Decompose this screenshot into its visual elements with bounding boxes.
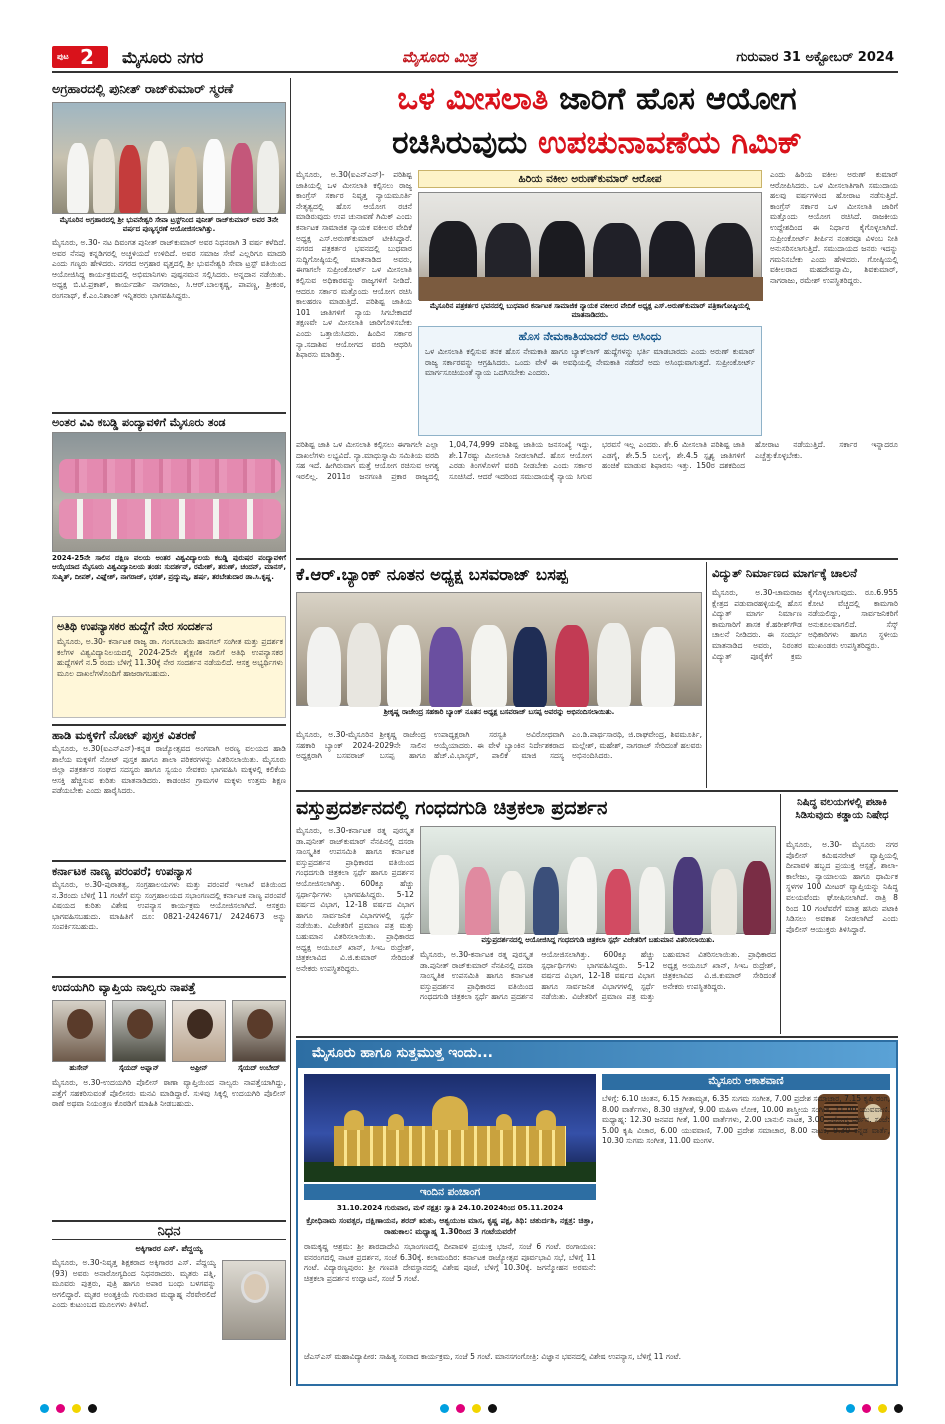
missing-name-2: ಸೈಯದ್ ಅಫ್ನಾನ್ xyxy=(118,1064,160,1072)
krbank-headline: ಕೆ.ಆರ್.ಬ್ಯಾಂಕ್ ನೂತನ ಅಧ್ಯಕ್ಷ ಬಸವರಾಜ್ ಬಸಪ್ಪ xyxy=(296,565,568,584)
coin-headline: ಕರ್ನಾಟಕ ನಾಣ್ಯ ಪರಂಪರೆ; ಉಪನ್ಯಾಸ xyxy=(52,860,286,878)
registration-marks-right xyxy=(846,1404,916,1416)
page-number-badge xyxy=(52,46,108,68)
lead-headline-block xyxy=(296,78,898,164)
team-photo xyxy=(52,432,286,552)
column-rule-left xyxy=(290,78,291,1386)
section-name: ಮೈಸೂರು ನಗರ xyxy=(122,48,204,67)
coin-article: ಮೈಸೂರು, ಅ.30-ಪುರಾತತ್ವ, ಸಂಗ್ರಹಾಲಯಗಳು ಮತ್ತು ಪರಂಪರೆ ಇಲಾಖೆ ವತಿಯಿಂದ ನ.3ರಂದು ಬೆಳಿಗ್ಗೆ 11 ಗಂಟೆಗೆ ವಸ್ತು ಸಂಗ್ರಹಾಲಯದ ಸಭಾಂಗಣದಲ್ಲಿ ಕರ್ನಾಟಕ ನಾಣ್ಯ ಪರಂಪರೆ ವಿಷಯದ ಕುರಿತು ವಿಶೇಷ ಉಪನ್ಯಾಸ ಕಾರ್ಯಕ್ರಮ ಆಯೋಜಿಸಲಾಗಿದೆ. ಆಸಕ್ತರು ಭಾಗವಹಿಸಬಹುದು. ಮಾಹಿತಿಗೆ ದೂ: 0821-2424671/ 2424673 ಅನ್ನು ಸಂಪರ್ಕಿಸಬಹುದು. xyxy=(52,880,286,932)
page-number: 2 xyxy=(80,45,94,69)
palace-illustration xyxy=(304,1074,596,1182)
obituary-article: ಮೈಸೂರು, ಅ.30-ನಿವೃತ್ತ ಶಿಕ್ಷಕರಾದ ಅಕ್ಕಿಗಾರರ ಎಸ್. ಪೆದ್ದಯ್ಯ (93) ಅವರು ಅನಾರೋಗ್ಯದಿಂದ ನಿಧನರಾದರು. ಮೃತರು ಪತ್ನಿ, ಮೂವರು ಪುತ್ರರು, ಪುತ್ರಿ ಹಾಗೂ ಅಪಾರ ಬಂಧು ಬಳಗವನ್ನು ಅಗಲಿದ್ದಾರೆ. ಮೃತರ ಅಂತ್ಯಕ್ರಿಯೆ ಗುರುವಾರ ಮಧ್ಯಾಹ್ನ ನೆರವೇರಲಿದೆ ಎಂದು ಕುಟುಂಬದ ಮೂಲಗಳು ತಿಳಿಸಿವೆ. xyxy=(52,1258,216,1310)
obituary-headline: ನಿಧನ xyxy=(52,1220,286,1240)
lead-headline-line-2 xyxy=(296,122,898,164)
vastu-article-bottom: ಮೈಸೂರು, ಅ.30-ಕರ್ನಾಟಕ ರತ್ನ ಪುರಸ್ಕೃತ ಡಾ.ಪುನೀತ್ ರಾಜ್‌ಕುಮಾರ್ ನೆನಪಿನಲ್ಲಿ ದಸರಾ ಸಾಂಸ್ಕೃತಿಕ ಉಪಸಮಿತಿ ಹಾಗೂ ಕರ್ನಾಟಕ ವಸ್ತುಪ್ರದರ್ಶನ ಪ್ರಾಧಿಕಾರದ ವತಿಯಿಂದ ಗಂಧದಗುಡಿ ಚಿತ್ರಕಲಾ ಸ್ಪರ್ಧೆ ಹಾಗೂ ಪ್ರದರ್ಶನ ಆಯೋಜಿಸಲಾಗಿತ್ತು. 600ಕ್ಕೂ ಹೆಚ್ಚು ಸ್ಪರ್ಧಾರ್ಥಿಗಳು ಭಾಗವಹಿಸಿದ್ದರು. 5-12 ವರ್ಷದ ವಿಭಾಗ, 12-18 ವರ್ಷದ ವಿಭಾಗ ಹಾಗೂ ಸಾರ್ವಜನಿಕ ವಿಭಾಗಗಳಲ್ಲಿ ಸ್ಪರ್ಧೆ ನಡೆಯಿತು. ವಿಜೇತರಿಗೆ ಪ್ರಮಾಣ ಪತ್ರ ಮತ್ತು ಬಹುಮಾನ ವಿತರಿಸಲಾಯಿತು. ಪ್ರಾಧಿಕಾರದ ಅಧ್ಯಕ್ಷ ಅಯೂಬ್ ಖಾನ್, ಸಿಇಒ ರುದ್ರೇಶ್, ಚಿತ್ರಕಲಾವಿದ ವಿ.ಜಿ.ಕುಮಾರ್ ಸೇರಿದಂತೆ ಅನೇಕರು ಉಪಸ್ಥಿತರಿದ್ದರು. xyxy=(420,950,776,1002)
lead-headline-red-1: ಒಳ ಮೀಸಲಾತಿ xyxy=(397,81,549,117)
radio-title: ಮೈಸೂರು ಆಕಾಶವಾಣಿ xyxy=(708,1075,784,1087)
missing-headline: ಉದಯಗಿರಿ ವ್ಯಾಪ್ತಿಯ ನಾಲ್ವರು ನಾಪತ್ತೆ xyxy=(52,976,286,994)
krbank-caption: ಶ್ರೀಕೃಷ್ಣ ರಾಜೇಂದ್ರ ಸಹಕಾರಿ ಬ್ಯಾಂಕ್ ನೂತನ ಅಧ್ಯಕ್ಷ ಬಸವರಾಜ್ ಬಸಪ್ಪ ಅವರನ್ನು ಅಭಿನಂದಿಸಲಾಯಿತು. xyxy=(383,708,615,716)
lead-sub-headline: ಹೊಸ ನೇಮಕಾತಿಯಾದರೆ ಅದು ಅಸಿಂಧು xyxy=(518,330,662,343)
column-rule-right xyxy=(706,562,707,788)
missing-photo-1 xyxy=(52,1000,106,1062)
page-label: ಪುಟ xyxy=(57,52,69,61)
obituary-photo xyxy=(222,1260,286,1340)
missing-name-4: ಸೈಯದ್ ಉಬೇದ್ xyxy=(238,1064,280,1072)
paper-name: ಮೈಸೂರು ಮಿತ್ರ xyxy=(402,48,477,66)
guest-headline: ಅತಿಥಿ ಉಪನ್ಯಾಸಕರ ಹುದ್ದೆಗೆ ನೇರ ಸಂದರ್ಶನ xyxy=(57,620,213,633)
team-caption: 2024-25ನೇ ಸಾಲಿನ ದಕ್ಷಿಣ ವಲಯ ಅಂತರ ವಿಶ್ವವಿದ್ಯಾಲಯ ಕಬಡ್ಡಿ ಪುರುಷರ ಪಂದ್ಯಾವಳಿಗೆ ಆಯ್ಕೆಯಾದ ಮೈಸೂರು ವಿಶ್ವವಿದ್ಯಾನಿಲಯ ತಂಡ: ಸುದರ್ಶನ್, ರಮೇಶ್, ತರುಣ್, ಚಂದನ್, ಮಾನಸ್, ಸುಷ್ಮಿತ್, ದೀಪಕ್, ವಿಘ್ನೇಶ್, ನಾಗರಾಜ್, ಭರತ್, ಪ್ರದ್ಯುಮ್ನ, ಹರ್ಷ, ತರಬೇತುದಾರ ಡಾ.ಸಿ.ಕೃಷ್ಣ. xyxy=(52,554,286,581)
lead-sub-box xyxy=(418,326,762,436)
puneeth-headline: ಅಗ್ರಹಾರದಲ್ಲಿ ಪುನೀತ್ ರಾಜ್‌ಕುಮಾರ್ ಸ್ಮರಣೆ xyxy=(52,81,234,96)
hadi-article: ಮೈಸೂರು, ಅ.30(ಐಎನ್‌ಎನ್)-ಕನ್ನಡ ರಾಜ್ಯೋತ್ಸವದ ಅಂಗವಾಗಿ ಅರಣ್ಯ ವಲಯದ ಹಾಡಿ ಶಾಲೆಯ ಮಕ್ಕಳಿಗೆ ನೋಟ್ ಪುಸ್ತಕ ಹಾಗೂ ಶಾಲಾ ಪರಿಕರಗಳನ್ನು ವಿತರಿಸಲಾಯಿತು. ಮೈಸೂರು ಜಿಲ್ಲಾ ಪತ್ರಕರ್ತರ ಸಂಘದ ಸದಸ್ಯರು ಹಾಗೂ ಸ್ವಯಂ ಸೇವಕರು ಭಾಗವಹಿಸಿ ಮಕ್ಕಳಲ್ಲಿ ಕಲಿಕೆಯ ಆಸಕ್ತಿ ಹೆಚ್ಚಿಸುವ ಕುರಿತು ಮಾತನಾಡಿದರು. ಕಾಡಂಚಿನ ಗ್ರಾಮಗಳ ಮಕ್ಕಳು ಉತ್ತಮ ಶಿಕ್ಷಣ ಪಡೆಯಬೇಕು ಎಂದು ಹಾರೈಸಿದರು. xyxy=(52,744,286,796)
today-header: ಮೈಸೂರು ಹಾಗೂ ಸುತ್ತಮುತ್ತ ಇಂದು... xyxy=(312,1045,493,1061)
missing-photo-2 xyxy=(112,1000,166,1062)
missing-name-3: ಅಫ್ರೀನ್ xyxy=(190,1064,208,1072)
guest-article: ಮೈಸೂರು, ಅ.30- ಕರ್ನಾಟಕ ರಾಜ್ಯ ಡಾ. ಗಂಗೂಬಾಯಿ ಹಾನಗಲ್ ಸಂಗೀತ ಮತ್ತು ಪ್ರದರ್ಶಕ ಕಲೆಗಳ ವಿಶ್ವವಿದ್ಯಾನಿಲಯದಲ್ಲಿ 2024-25ನೇ ಶೈಕ್ಷಣಿಕ ಸಾಲಿಗೆ ಅತಿಥಿ ಉಪನ್ಯಾಸಕರ ಹುದ್ದೆಗಳಿಗೆ ನ.5 ರಂದು ಬೆಳಿಗ್ಗೆ 11.30ಕ್ಕೆ ನೇರ ಸಂದರ್ಶನ ನಡೆಯಲಿದೆ. ಆಸಕ್ತ ಅಭ್ಯರ್ಥಿಗಳು ಮೂಲ ದಾಖಲೆಗಳೊಂದಿಗೆ ಹಾಜರಾಗಬಹುದು. xyxy=(57,637,283,678)
missing-photo-4 xyxy=(232,1000,286,1062)
puneeth-caption: ಮೈಸೂರಿನ ಅಗ್ರಹಾರದಲ್ಲಿ ಶ್ರೀ ಭುವನೇಶ್ವರಿ ಸೇವಾ ಟ್ರಸ್ಟ್‌ನಿಂದ ಪುನೀತ್ ರಾಜ್‌ಕುಮಾರ್ ಅವರ 3ನೇ ವರ್ಷದ ಪುಣ್ಯಸ್ಮರಣೆ ಆಯೋಜಿಸಲಾಗಿತ್ತು. xyxy=(59,216,279,234)
lead-headline-black-1: ಜಾರಿಗೆ ಹೊಸ ಆಯೋಗ xyxy=(559,81,797,117)
radio-title-bar xyxy=(602,1074,890,1090)
masthead-rule xyxy=(52,71,898,73)
puneeth-photo xyxy=(52,102,286,214)
lead-headline-black-2: ರಚಿಸಿರುವುದು xyxy=(392,125,528,161)
left-column xyxy=(52,78,286,1386)
guest-box xyxy=(52,616,286,718)
panchanga-text: ಕ್ರೋಧಿನಾಮ ಸಂವತ್ಸರ, ದಕ್ಷಿಣಾಯನ, ಶರದ್ ಋತು, ಆಶ್ವಯುಜ ಮಾಸ, ಕೃಷ್ಣ ಪಕ್ಷ, ತಿಥಿ: ಚತುರ್ದಶಿ, ನಕ್ಷತ್ರ: ಚಿತ್ತಾ, ರಾಹುಕಾಲ: ಮಧ್ಯಾಹ್ನ 1.30ರಿಂದ 3 ಗಂಟೆಯವರೆಗೆ xyxy=(306,1216,594,1236)
today-bottom-text: ಜೆಎಸ್‌ಎಸ್ ಮಹಾವಿದ್ಯಾಪೀಠ: ಸಾಹಿತ್ಯ ಸಂವಾದ ಕಾರ್ಯಕ್ರಮ, ಸಂಜೆ 5 ಗಂಟೆ. ಮಾನಸಗಂಗೋತ್ರಿ: ವಿಜ್ಞಾನ ಭವನದಲ್ಲಿ ವಿಶೇಷ ಉಪನ್ಯಾಸ, ಬೆಳಿಗ್ಗೆ 11 ಗಂಟೆ. xyxy=(304,1352,682,1361)
missing-name-1: ಹುಸೇನ್ xyxy=(69,1064,89,1072)
team-headline: ಅಂತರ ವಿವಿ ಕಬಡ್ಡಿ ಪಂದ್ಯಾವಳಿಗೆ ಮೈಸೂರು ತಂಡ xyxy=(52,412,286,430)
obituary-title: ಅಕ್ಕಿಗಾರರ ಎಸ್. ಪೆದ್ದಯ್ಯ xyxy=(135,1244,203,1253)
vastu-bottom-rule xyxy=(296,1036,898,1038)
vastu-article-left: ಮೈಸೂರು, ಅ.30-ಕರ್ನಾಟಕ ರತ್ನ ಪುರಸ್ಕೃತ ಡಾ.ಪುನೀತ್ ರಾಜ್‌ಕುಮಾರ್ ನೆನಪಿನಲ್ಲಿ ದಸರಾ ಸಾಂಸ್ಕೃತಿಕ ಉಪಸಮಿತಿ ಹಾಗೂ ಕರ್ನಾಟಕ ವಸ್ತುಪ್ರದರ್ಶನ ಪ್ರಾಧಿಕಾರದ ವತಿಯಿಂದ ಗಂಧದಗುಡಿ ಚಿತ್ರಕಲಾ ಸ್ಪರ್ಧೆ ಹಾಗೂ ಪ್ರದರ್ಶನ ಆಯೋಜಿಸಲಾಗಿತ್ತು. 600ಕ್ಕೂ ಹೆಚ್ಚು ಸ್ಪರ್ಧಾರ್ಥಿಗಳು ಭಾಗವಹಿಸಿದ್ದರು. 5-12 ವರ್ಷದ ವಿಭಾಗ, 12-18 ವರ್ಷದ ವಿಭಾಗ ಹಾಗೂ ಸಾರ್ವಜನಿಕ ವಿಭಾಗಗಳಲ್ಲಿ ಸ್ಪರ್ಧೆ ನಡೆಯಿತು. ವಿಜೇತರಿಗೆ ಪ್ರಮಾಣ ಪತ್ರ ಮತ್ತು ಬಹುಮಾನ ವಿತರಿಸಲಾಯಿತು. ಪ್ರಾಧಿಕಾರದ ಅಧ್ಯಕ್ಷ ಅಯೂಬ್ ಖಾನ್, ಸಿಇಒ ರುದ್ರೇಶ್, ಚಿತ್ರಕಲಾವಿದ ವಿ.ಜಿ.ಕುಮಾರ್ ಸೇರಿದಂತೆ ಅನೇಕರು ಉಪಸ್ಥಿತರಿದ್ದರು. xyxy=(296,826,414,973)
today-events: ರಾಮಕೃಷ್ಣ ಆಶ್ರಮ: ಶ್ರೀ ಶಾರದಾದೇವಿ ಸಭಾಂಗಣದಲ್ಲಿ ದೀಪಾವಳಿ ಪ್ರಯುಕ್ತ ಭಜನೆ, ಸಂಜೆ 6 ಗಂಟೆ. ರಂಗಾಯಣ: ವನರಂಗದಲ್ಲಿ ನಾಟಕ ಪ್ರದರ್ಶನ, ಸಂಜೆ 6.30ಕ್ಕೆ. ಕಲಾಮಂದಿರ: ಕರ್ನಾಟಕ ರಾಜ್ಯೋತ್ಸವ ಪೂರ್ವಭಾವಿ ಸಭೆ, ಬೆಳಿಗ್ಗೆ 11 ಗಂಟೆ. ವಿದ್ಯಾರಣ್ಯಪುರಂ: ಶ್ರೀ ಗಣಪತಿ ದೇವಸ್ಥಾನದಲ್ಲಿ ವಿಶೇಷ ಪೂಜೆ, ಬೆಳಿಗ್ಗೆ 10.30ಕ್ಕೆ. ಜಗನ್ಮೋಹನ ಅರಮನೆ: ಚಿತ್ರಕಲಾ ಪ್ರದರ್ಶನ ಉದ್ಘಾಟನೆ, ಸಂಜೆ 5 ಗಂಟೆ. xyxy=(304,1242,596,1283)
registration-marks-center xyxy=(440,1404,510,1416)
today-header-bar xyxy=(298,1042,896,1068)
lead-headline-line-1 xyxy=(296,78,898,120)
krbank-photo xyxy=(296,592,702,706)
today-box xyxy=(296,1040,898,1386)
vastu-headline: ವಸ್ತುಪ್ರದರ್ಶನದಲ್ಲಿ ಗಂಧದಗುಡಿ ಚಿತ್ರಕಲಾ ಪ್ರದರ್ಶನ xyxy=(296,797,608,819)
issue-date: ಗುರುವಾರ 31 ಅಕ್ಟೋಬರ್ 2024 xyxy=(736,50,894,65)
lead-headline-red-2: ಉಪಚುನಾವಣೆಯ ಗಿಮಿಕ್ xyxy=(538,125,802,161)
patake-rule xyxy=(780,794,781,1034)
krbank-article: ಮೈಸೂರು, ಅ.30-ಮೈಸೂರಿನ ಶ್ರೀಕೃಷ್ಣ ರಾಜೇಂದ್ರ ಸಹಕಾರಿ ಬ್ಯಾಂಕ್ 2024-2029ನೇ ಸಾಲಿನ ಅಧ್ಯಕ್ಷರಾಗಿ ಬಸವರಾಜ್ ಬಸಪ್ಪ ಹಾಗೂ ಉಪಾಧ್ಯಕ್ಷರಾಗಿ ಸರಸ್ವತಿ ಅವಿರೋಧವಾಗಿ ಆಯ್ಕೆಯಾದರು. ಈ ವೇಳೆ ಬ್ಯಾಂಕಿನ ನಿರ್ದೇಶಕರಾದ ಹೆಚ್.ವಿ.ಭಾಸ್ಕರ್, ಪಾಲಿಕೆ ಮಾಜಿ ಸದಸ್ಯ ಎಂ.ಡಿ.ಪಾರ್ಥಸಾರಥಿ, ಜಿ.ರಾಘವೇಂದ್ರ, ಶಿವಮೂರ್ತಿ, ಮಲ್ಲೇಶ್, ಮಹೇಶ್, ನಾಗರಾಜ್ ಸೇರಿದಂತೆ ಹಲವರು ಅಭಿನಂದಿಸಿದರು. xyxy=(296,730,702,761)
panchanga-dates: 31.10.2024 ಗುರುವಾರ, ಮಳೆ ನಕ್ಷತ್ರ: ಸ್ವಾತಿ 24.10.2024ರಿಂದ 05.11.2024 xyxy=(336,1203,564,1212)
lead-kicker: ಹಿರಿಯ ವಕೀಲ ಅರುಣ್‌ಕುಮಾರ್ ಆರೋಪ xyxy=(418,170,762,188)
lead-bottom-rule xyxy=(296,558,898,560)
puneeth-article: ಮೈಸೂರು, ಅ.30- ನಟ ದಿವಂಗತ ಪುನೀತ್ ರಾಜ್‌ಕುಮಾರ್ ಅವರ ನಿಧನರಾಗಿ 3 ವರ್ಷ ಕಳೆದಿದೆ. ಅವರ ನೆನಪು ಕನ್ನಡಿಗರಲ್ಲಿ ಅಚ್ಚಳಿಯದೆ ಉಳಿದಿದೆ. ಅವರ ಸಮಾಜ ಸೇವೆ ಎಲ್ಲರಿಗೂ ಮಾದರಿ ಎಂದು ಗಣ್ಯರು ಹೇಳಿದರು. ನಗರದ ಅಗ್ರಹಾರ ವೃತ್ತದಲ್ಲಿ ಶ್ರೀ ಭುವನೇಶ್ವರಿ ಸೇವಾ ಟ್ರಸ್ಟ್ ವತಿಯಿಂದ ಆಯೋಜಿಸಿದ್ದ ಕಾರ್ಯಕ್ರಮದಲ್ಲಿ ಅಭಿಮಾನಿಗಳು ಪುಷ್ಪನಮನ ಸಲ್ಲಿಸಿದರು. ಅನ್ನದಾನ ನಡೆಯಿತು. ಅಧ್ಯಕ್ಷ ಬಿ.ಟಿ.ಪ್ರಕಾಶ್, ಕಾರ್ಯದರ್ಶಿ ನಾಗರಾಜು, ಸಿ.ಆರ್.ಬಾಲಕೃಷ್ಣ, ಪಾಪಣ್ಣ, ಶ್ರೀಕಂಠ, ರಂಗನಾಥ್, ಕೆ.ಎಂ.ನಿಶಾಂತ್ ಇನ್ನಿತರರು ಭಾಗವಹಿಸಿದ್ದರು. xyxy=(52,238,286,300)
vidyut-headline: ವಿದ್ಯುತ್ ನಿರ್ಮಾಣದ ಮಾರ್ಗಕ್ಕೆ ಚಾಲನೆ xyxy=(712,566,857,580)
radio-schedule: ಬೆಳಿಗ್ಗೆ: 6.10 ಚಿಂತನ, 6.15 ಗೀತಾಮೃತ, 6.35 ಸುಗಮ ಸಂಗೀತ, 7.00 ಪ್ರದೇಶ ಸಮಾಚಾರ, 7.15 ಕೃಷಿ ರಂಗ, 8.00 ವಾರ್ತೆಗಳು, 8.30 ಚಿತ್ರಗೀತೆ, 9.00 ಮಹಿಳಾ ಲೋಕ, 10.00 ಶಾಸ್ತ್ರೀಯ ಸಂಗೀತ, 11.00 ಯುವವಾಣಿ. ಮಧ್ಯಾಹ್ನ: 12.30 ಜನಪದ ಗೀತೆ, 1.00 ವಾರ್ತೆಗಳು, 2.00 ಬಾನುಲಿ ನಾಟಕ, 3.00 ಆರೋಗ್ಯ ದರ್ಶನ. ಸಂಜೆ: 5.00 ಕೃಷಿ ವಿಚಾರ, 6.00 ಯುವವಾಣಿ, 7.00 ಪ್ರದೇಶ ಸಮಾಚಾರ, 8.00 ನಾಟಕ, 9.30 ಕನ್ನಡ ವಾರ್ತೆ, 10.30 ಸುಗಮ ಸಂಗೀತ, 11.00 ಮಂಗಳ. xyxy=(602,1094,890,1146)
hadi-headline: ಹಾಡಿ ಮಕ್ಕಳಿಗೆ ನೋಟ್ ಪುಸ್ತಕ ವಿತರಣೆ xyxy=(52,724,286,742)
missing-article: ಮೈಸೂರು, ಅ.30-ಉದಯಗಿರಿ ಪೊಲೀಸ್ ಠಾಣಾ ವ್ಯಾಪ್ತಿಯಿಂದ ನಾಲ್ವರು ನಾಪತ್ತೆಯಾಗಿದ್ದು, ಪತ್ತೆಗೆ ಸಹಕರಿಸುವಂತೆ ಪೊಲೀಸರು ಮನವಿ ಮಾಡಿದ್ದಾರೆ. ಸುಳಿವು ಸಿಕ್ಕಲ್ಲಿ ಉದಯಗಿರಿ ಪೊಲೀಸ್ ಠಾಣೆ ಅಥವಾ ನಿಯಂತ್ರಣ ಕೊಠಡಿಗೆ ಮಾಹಿತಿ ನೀಡಬಹುದು. xyxy=(52,1078,286,1109)
registration-marks-left xyxy=(40,1404,130,1416)
lead-article-left: ಮೈಸೂರು, ಅ.30(ಐಎನ್‌ಎನ್)- ಪರಿಶಿಷ್ಟ ಜಾತಿಯಲ್ಲಿ ಒಳ ಮೀಸಲಾತಿ ಕಲ್ಪಿಸಲು ರಾಜ್ಯ ಕಾಂಗ್ರೆಸ್ ಸರ್ಕಾರ ನಿವೃತ್ತ ನ್ಯಾಯಮೂರ್ತಿ ನೇತೃತ್ವದಲ್ಲಿ ಹೊಸ ಆಯೋಗ ರಚನೆ ಮಾಡಿರುವುದು ಉಪ ಚುನಾವಣೆ ಗಿಮಿಕ್ ಎಂದು ಕರ್ನಾಟಕ ಸಾಮಾಜಿಕ ನ್ಯಾಯಕ ವಕೀಲರ ವೇದಿಕೆ ಅಧ್ಯಕ್ಷ ಎಸ್.ಅರುಣ್‌ಕುಮಾರ್ ಟೀಕಿಸಿದ್ದಾರೆ. ನಗರದ ಪತ್ರಕರ್ತರ ಭವನದಲ್ಲಿ ಬುಧವಾರ ಸುದ್ದಿಗೋಷ್ಠಿಯಲ್ಲಿ ಮಾತನಾಡಿದ ಅವರು, ಈಗಾಗಲೇ ಸುಪ್ರೀಂಕೋರ್ಟ್ ಒಳ ಮೀಸಲಾತಿ ಕಲ್ಪಿಸುವ ಅಧಿಕಾರವನ್ನು ರಾಜ್ಯಗಳಿಗೆ ನೀಡಿದೆ. ಆದರೂ ಸರ್ಕಾರ ಮತ್ತೊಂದು ಆಯೋಗ ರಚಿಸಿ ಕಾಲಹರಣ ಮಾಡುತ್ತಿದೆ. ಪರಿಶಿಷ್ಟ ಜಾತಿಯ 101 ಜಾತಿಗಳಿಗೆ ನ್ಯಾಯ ಸಿಗಬೇಕಾದರೆ ತಕ್ಷಣವೇ ಒಳ ಮೀಸಲಾತಿ ಜಾರಿಗೊಳಿಸಬೇಕು ಎಂದು ಒತ್ತಾಯಿಸಿದರು. ಹಿಂದಿನ ಸರ್ಕಾರ ನ್ಯಾ.ಸದಾಶಿವ ಆಯೋಗದ ವರದಿ ಆಧರಿಸಿ ಶಿಫಾರಸು ಮಾಡಿತ್ತು. xyxy=(296,170,412,360)
patake-article: ಮೈಸೂರು, ಅ.30- ಮೈಸೂರು ನಗರ ಪೊಲೀಸ್ ಕಮಿಷನರೇಟ್ ವ್ಯಾಪ್ತಿಯಲ್ಲಿ ದೀಪಾವಳಿ ಹಬ್ಬದ ಪ್ರಯುಕ್ತ ಆಸ್ಪತ್ರೆ, ಶಾಲಾ-ಕಾಲೇಜು, ನ್ಯಾಯಾಲಯ ಹಾಗೂ ಧಾರ್ಮಿಕ ಸ್ಥಳಗಳ 100 ಮೀಟರ್ ವ್ಯಾಪ್ತಿಯನ್ನು ನಿಷಿದ್ಧ ವಲಯವೆಂದು ಘೋಷಿಸಲಾಗಿದೆ. ರಾತ್ರಿ 8 ರಿಂದ 10 ಗಂಟೆವರೆಗೆ ಮಾತ್ರ ಹಸಿರು ಪಟಾಕಿ ಸಿಡಿಸಲು ಅವಕಾಶ ನೀಡಲಾಗಿದೆ ಎಂದು ಪೊಲೀಸ್ ಆಯುಕ್ತರು ತಿಳಿಸಿದ್ದಾರೆ. xyxy=(786,840,898,934)
masthead xyxy=(52,44,898,72)
lead-article-right: ಎಂದು ಹಿರಿಯ ವಕೀಲ ಅರುಣ್ ಕುಮಾರ್ ಆರೋಪಿಸಿದರು. ಒಳ ಮೀಸಲಾತಿಗಾಗಿ ಸಮುದಾಯ ಹಲವು ವರ್ಷಗಳಿಂದ ಹೋರಾಟ ನಡೆಸುತ್ತಿದೆ. ಕಾಂಗ್ರೆಸ್ ಸರ್ಕಾರ ಒಳ ಮೀಸಲಾತಿ ಜಾರಿಗೆ ಮತ್ತೊಂದು ಆಯೋಗ ರಚಿಸಿದೆ. ರಾಜಕೀಯ ಉದ್ದೇಶದಿಂದ ಈ ನಿರ್ಧಾರ ಕೈಗೊಳ್ಳಲಾಗಿದೆ. ಸುಪ್ರೀಂಕೋರ್ಟ್ ತೀರ್ಪಿನ ನಂತರವೂ ವಿಳಂಬ ನೀತಿ ಅನುಸರಿಸಲಾಗುತ್ತಿದೆ. ಸಮುದಾಯದ ಜನರು ಇದನ್ನು ಗಮನಿಸಬೇಕು ಎಂದು ಹೇಳಿದರು. ಗೋಷ್ಠಿಯಲ್ಲಿ ವಕೀಲರಾದ ಮಹದೇವಸ್ವಾಮಿ, ಶಿವಕುಮಾರ್, ನಾಗರಾಜು, ರಮೇಶ್ ಉಪಸ್ಥಿತರಿದ್ದರು. xyxy=(770,170,898,285)
lead-article-continued: ಪರಿಶಿಷ್ಟ ಜಾತಿ ಒಳ ಮೀಸಲಾತಿ ಕಲ್ಪಿಸಲು ಈಗಾಗಲೇ ಎಲ್ಲಾ ದಾಖಲೆಗಳು ಲಭ್ಯವಿದೆ. ನ್ಯಾ.ಮಾಧುಸ್ವಾಮಿ ಸಮಿತಿಯ ವರದಿ ಸಹ ಇದೆ. ಹೀಗಿರುವಾಗ ಮತ್ತೆ ಆಯೋಗ ರಚಿಸುವ ಅಗತ್ಯ ಇರಲಿಲ್ಲ. 2011ರ ಜನಗಣತಿ ಪ್ರಕಾರ ರಾಜ್ಯದಲ್ಲಿ 1,04,74,999 ಪರಿಶಿಷ್ಟ ಜಾತಿಯ ಜನಸಂಖ್ಯೆ ಇದ್ದು, ಶೇ.17ರಷ್ಟು ಮೀಸಲಾತಿ ನೀಡಲಾಗಿದೆ. ಹೊಸ ಆಯೋಗ ಎರಡು ತಿಂಗಳೊಳಗೆ ವರದಿ ನೀಡಬೇಕು ಎಂದು ಸರ್ಕಾರ ಸೂಚಿಸಿದೆ. ಆದರೆ ಇದರಿಂದ ಸಮುದಾಯಕ್ಕೆ ನ್ಯಾಯ ಸಿಗುವ ಭರವಸೆ ಇಲ್ಲ ಎಂದರು. ಶೇ.6 ಮೀಸಲಾತಿ ಪರಿಶಿಷ್ಟ ಜಾತಿ ಎಡಗೈ, ಶೇ.5.5 ಬಲಗೈ, ಶೇ.4.5 ಸ್ಪೃಶ್ಯ ಜಾತಿಗಳಿಗೆ ಹಂಚಿಕೆ ಮಾಡುವ ಶಿಫಾರಸು ಇತ್ತು. 150ರ ದಶಕದಿಂದ ಹೋರಾಟ ನಡೆಯುತ್ತಿದೆ. ಸರ್ಕಾರ ಇನ್ನಾದರೂ ಎಚ್ಚೆತ್ತುಕೊಳ್ಳಬೇಕು. xyxy=(296,440,898,481)
vastu-caption: ವಸ್ತುಪ್ರದರ್ಶನದಲ್ಲಿ ಆಯೋಜಿಸಿದ್ದ ಗಂಧದಗುಡಿ ಚಿತ್ರಕಲಾ ಸ್ಪರ್ಧೆ ವಿಜೇತರಿಗೆ ಬಹುಮಾನ ವಿತರಿಸಲಾಯಿತು. xyxy=(481,936,715,944)
patake-headline: ನಿಷಿದ್ಧ ವಲಯಗಳಲ್ಲಿ ಪಟಾಕಿ ಸಿಡಿಸುವುದು ಕಡ್ಡಾಯ ನಿಷೇಧ xyxy=(795,797,889,821)
vastu-photo xyxy=(420,826,776,934)
missing-photo-3 xyxy=(172,1000,226,1062)
lead-photo-caption: ಮೈಸೂರಿನ ಪತ್ರಕರ್ತರ ಭವನದಲ್ಲಿ ಬುಧವಾರ ಕರ್ನಾಟಕ ಸಾಮಾಜಿಕ ನ್ಯಾಯಕ ವಕೀಲರ ವೇದಿಕೆ ಅಧ್ಯಕ್ಷ ಎಸ್.ಅರುಣ್‌ಕುಮಾರ್ ಪತ್ರಿಕಾಗೋಷ್ಠಿಯಲ್ಲಿ ಮಾತನಾಡಿದರು. xyxy=(429,302,751,320)
panchanga-title: ಇಂದಿನ ಪಂಚಾಂಗ xyxy=(304,1184,596,1200)
vidyut-article: ಮೈಸೂರು, ಅ.30-ಚಾಮರಾಜ ಕ್ಷೇತ್ರದ ಪಡುವಾರಹಳ್ಳಿಯಲ್ಲಿ ಹೊಸ ವಿದ್ಯುತ್ ಮಾರ್ಗ ನಿರ್ಮಾಣ ಕಾಮಗಾರಿಗೆ ಶಾಸಕ ಕೆ.ಹರೀಶ್‌ಗೌಡ ಚಾಲನೆ ನೀಡಿದರು. ಈ ಸಂದರ್ಭ ಮಾತನಾಡಿದ ಅವರು, ನಿರಂತರ ವಿದ್ಯುತ್ ಪೂರೈಕೆಗೆ ಕ್ರಮ ಕೈಗೊಳ್ಳಲಾಗುವುದು. ರೂ.6.955 ಕೋಟಿ ವೆಚ್ಚದಲ್ಲಿ ಕಾಮಗಾರಿ ನಡೆಯಲಿದ್ದು, ಸಾರ್ವಜನಿಕರಿಗೆ ಅನುಕೂಲವಾಗಲಿದೆ. ಸೆಸ್ಕ್ ಅಧಿಕಾರಿಗಳು ಹಾಗೂ ಸ್ಥಳೀಯ ಮುಖಂಡರು ಉಪಸ್ಥಿತರಿದ್ದರು. xyxy=(712,588,898,661)
lead-sub-text: ಒಳ ಮೀಸಲಾತಿ ಕಲ್ಪಿಸುವ ತನಕ ಹೊಸ ನೇಮಕಾತಿ ಹಾಗೂ ಬ್ಯಾಕ್‌ಲಾಗ್ ಹುದ್ದೆಗಳನ್ನು ಭರ್ತಿ ಮಾಡಬಾರದು ಎಂದು ಅರುಣ್ ಕುಮಾರ್ ರಾಜ್ಯ ಸರ್ಕಾರವನ್ನು ಆಗ್ರಹಿಸಿದರು. ಒಂದು ವೇಳೆ ಈ ಅವಧಿಯಲ್ಲಿ ನೇಮಕಾತಿ ನಡೆದರೆ ಅದು ಅಸಿಂಧುವಾಗುತ್ತದೆ. ಸುಪ್ರೀಂಕೋರ್ಟ್ ಮಾರ್ಗಸೂಚಿಯಂತೆ ನ್ಯಾಯ ಒದಗಿಸಬೇಕು ಎಂದರು. xyxy=(425,347,755,378)
lead-photo xyxy=(418,192,762,300)
krbank-bottom-rule xyxy=(296,790,898,792)
